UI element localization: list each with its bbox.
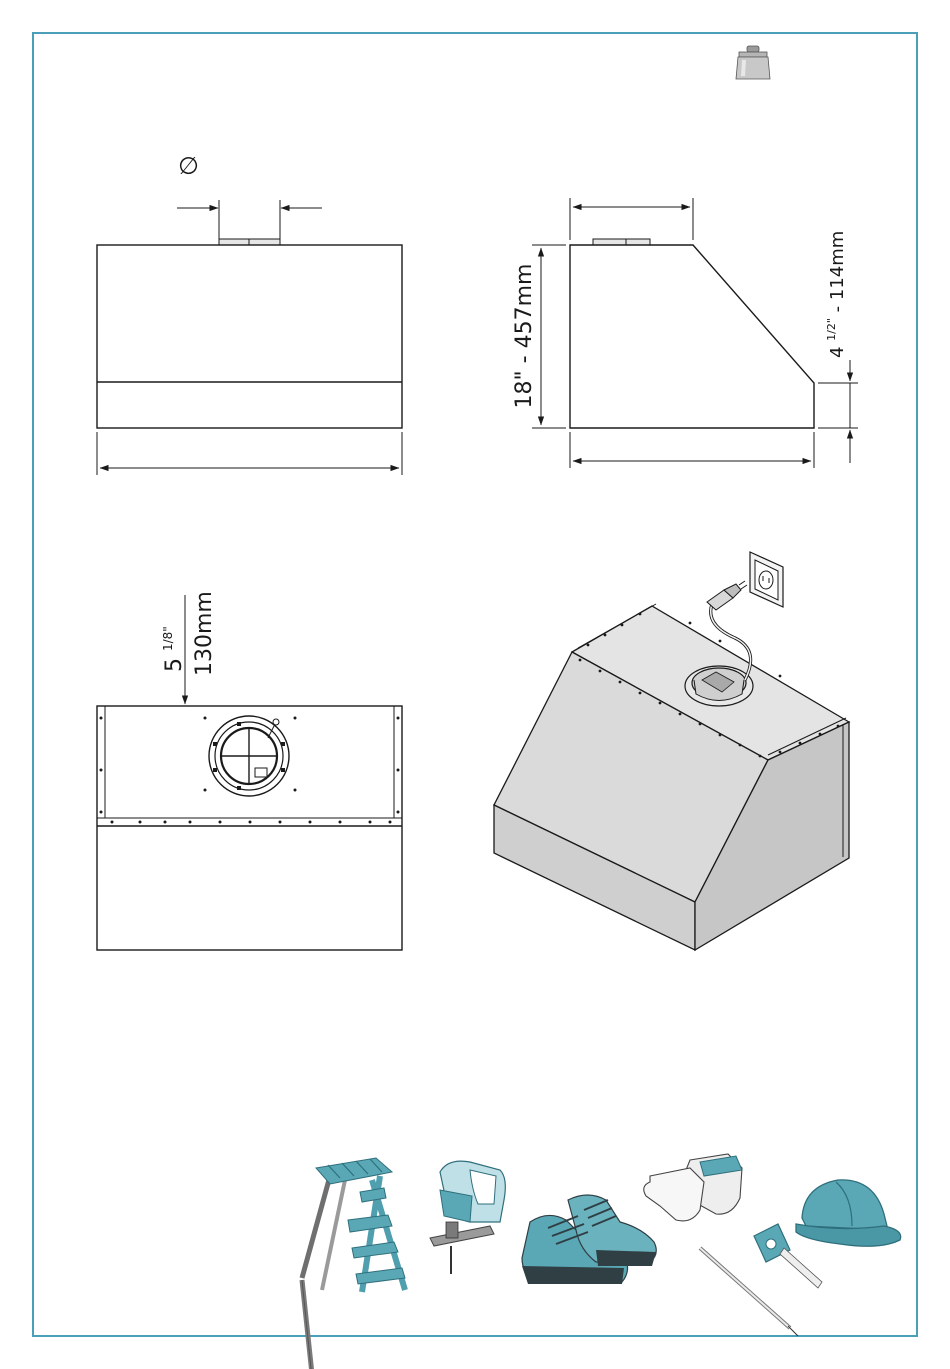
front-view <box>97 152 402 475</box>
hard-hat-icon <box>796 1180 901 1246</box>
step-ladder-icon <box>302 1158 405 1369</box>
diameter-symbol: ∅ <box>178 152 199 180</box>
front-height-label: 4 $^{1/2"}$ - 114mm <box>825 230 848 358</box>
pencil-icon <box>700 1248 798 1336</box>
front-view-body <box>97 245 402 428</box>
work-gloves-icon <box>644 1154 742 1221</box>
offset-mm-label: 130mm <box>192 591 217 676</box>
safety-boots-icon <box>522 1195 656 1284</box>
wall-outlet-icon <box>750 552 783 607</box>
bottom-view <box>97 591 402 950</box>
hood-duct-collar <box>685 666 753 706</box>
height-label: 18" - 457mm <box>512 263 537 409</box>
side-view-body <box>570 245 814 428</box>
jigsaw-icon <box>430 1161 505 1274</box>
weight-icon <box>736 46 770 79</box>
power-plug-icon <box>707 581 747 610</box>
isometric-hood <box>494 552 849 950</box>
side-view <box>512 198 858 468</box>
duct-collar <box>209 716 289 796</box>
offset-label: 5 $^{1/8"}$ <box>161 626 187 672</box>
